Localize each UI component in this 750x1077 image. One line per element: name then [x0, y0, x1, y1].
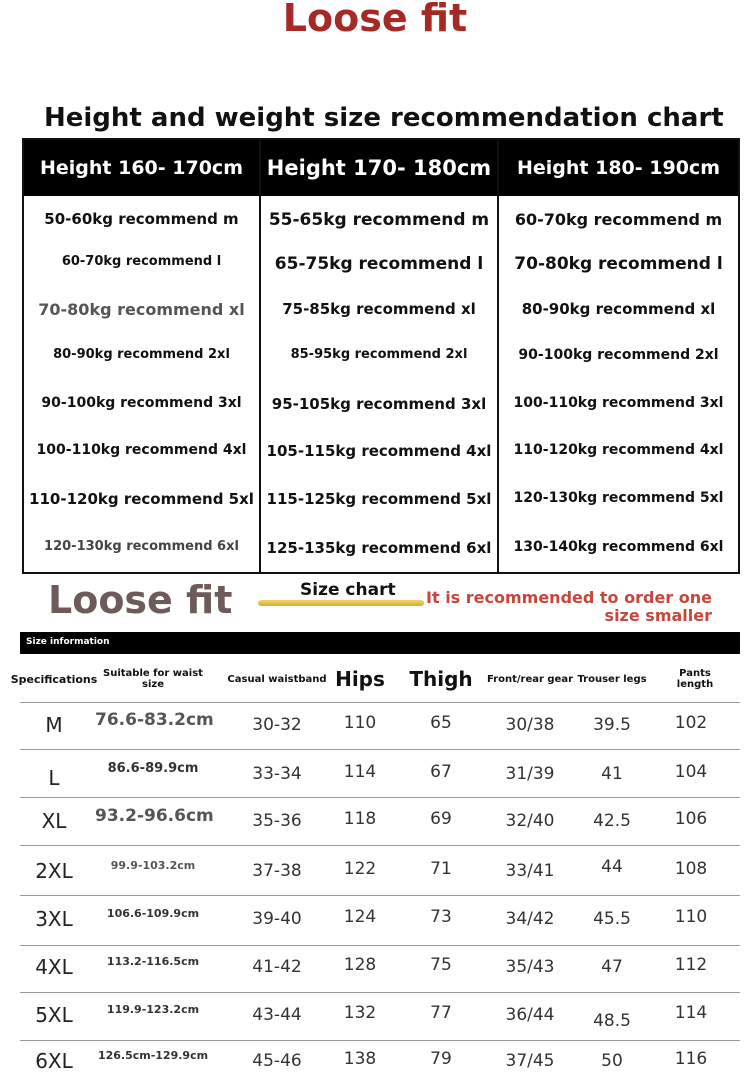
- height-column-header: Height 180- 190cm: [499, 140, 738, 196]
- recommendation-line: 60-70kg recommend m: [514, 210, 723, 229]
- hips-value: 128: [343, 955, 377, 975]
- waist-size-value: 86.6-89.9cm: [107, 760, 199, 776]
- height-column-2: [261, 140, 499, 572]
- waist-size-value: 93.2-96.6cm: [95, 805, 214, 826]
- size-information-bar: [20, 632, 740, 654]
- size-chart-underline: [258, 600, 424, 606]
- recommendation-line: 100-110kg recommend 3xl: [513, 395, 724, 411]
- waist-size-value: 76.6-83.2cm: [95, 709, 214, 730]
- recommendation-line: 105-115kg recommend 4xl: [266, 442, 492, 460]
- recommendation-line: 95-105kg recommend 3xl: [271, 395, 487, 413]
- waist-size-value: 99.9-103.2cm: [110, 858, 196, 872]
- height-column-1: [24, 140, 261, 572]
- trouser-leg-value: 44: [601, 857, 623, 877]
- gear-value: 34/42: [505, 909, 555, 929]
- pants-length-value: 106: [674, 809, 708, 829]
- pants-length-value: 110: [674, 907, 708, 927]
- trouser-leg-value: 45.5: [593, 909, 631, 929]
- thigh-value: 79: [430, 1049, 452, 1069]
- waistband-value: 37-38: [252, 861, 302, 881]
- waistband-value: 39-40: [252, 909, 302, 929]
- loose-fit-label: Loose fit: [48, 578, 233, 622]
- trouser-leg-value: 50: [601, 1051, 623, 1071]
- size-chart-label: Size chart: [300, 580, 396, 600]
- recommendation-line: 80-90kg recommend 2xl: [53, 347, 230, 362]
- header-length: Pants length: [676, 668, 714, 690]
- header-gear: Front/rear gear: [486, 673, 574, 685]
- gear-value: 37/45: [505, 1051, 555, 1071]
- gear-value: 36/44: [505, 1005, 555, 1025]
- recommendation-line: 70-80kg recommend l: [514, 254, 723, 274]
- recommendation-line: 130-140kg recommend 6xl: [513, 539, 724, 555]
- waist-size-value: 106.6-109.9cm: [106, 906, 200, 920]
- row-divider: [20, 945, 740, 946]
- row-divider: [20, 797, 740, 798]
- trouser-leg-value: 39.5: [593, 715, 631, 735]
- header-waist-size: Suitable for waist size: [103, 668, 203, 690]
- hips-value: 110: [343, 713, 377, 733]
- thigh-value: 77: [430, 1003, 452, 1023]
- recommendation-line: 80-90kg recommend xl: [521, 300, 716, 318]
- waist-size-value: 119.9-123.2cm: [106, 1002, 200, 1016]
- header-waistband: Casual waistband: [227, 673, 327, 685]
- trouser-leg-value: 48.5: [593, 1011, 631, 1031]
- size-label: 3XL: [35, 907, 73, 931]
- row-divider: [20, 895, 740, 896]
- row-divider: [20, 845, 740, 846]
- gear-value: 33/41: [505, 861, 555, 881]
- row-divider: [20, 702, 740, 703]
- hips-value: 132: [343, 1003, 377, 1023]
- row-divider: [20, 749, 740, 750]
- size-advice-line-1: It is recommended to order one: [426, 588, 712, 607]
- recommendation-line: 90-100kg recommend 2xl: [518, 347, 719, 363]
- trouser-leg-value: 42.5: [593, 811, 631, 831]
- pants-length-value: 116: [674, 1049, 708, 1069]
- recommendation-line: 100-110kg recommend 4xl: [36, 442, 247, 458]
- recommendation-line: 75-85kg recommend xl: [282, 300, 476, 318]
- hips-value: 124: [343, 907, 377, 927]
- thigh-value: 71: [430, 859, 452, 879]
- size-label: 6XL: [35, 1049, 73, 1073]
- recommendation-line: 120-130kg recommend 6xl: [44, 539, 239, 554]
- recommendation-line: 120-130kg recommend 5xl: [513, 490, 724, 506]
- row-divider: [20, 992, 740, 993]
- size-advice-note: [426, 589, 712, 625]
- waist-size-value: 126.5cm-129.9cm: [97, 1048, 209, 1062]
- waistband-value: 43-44: [252, 1005, 302, 1025]
- height-column-header: Height 170- 180cm: [261, 140, 497, 196]
- recommendation-line: 110-120kg recommend 5xl: [29, 490, 254, 508]
- header-thigh: Thigh: [409, 666, 473, 691]
- height-column-3: [499, 140, 738, 572]
- recommendation-line: 70-80kg recommend xl: [38, 300, 245, 319]
- size-label: 5XL: [35, 1003, 73, 1027]
- waistband-value: 33-34: [252, 764, 302, 784]
- pants-length-value: 108: [674, 859, 708, 879]
- pants-length-value: 114: [674, 1003, 708, 1023]
- size-label: 2XL: [35, 859, 73, 883]
- thigh-value: 73: [430, 907, 452, 927]
- thigh-value: 69: [430, 809, 452, 829]
- pants-length-value: 112: [674, 955, 708, 975]
- size-advice-line-2: size smaller: [604, 606, 712, 625]
- recommendation-line: 125-135kg recommend 6xl: [266, 539, 492, 557]
- size-label: 4XL: [35, 955, 73, 979]
- hips-value: 114: [343, 762, 377, 782]
- recommendation-line: 115-125kg recommend 5xl: [266, 490, 492, 508]
- hips-value: 122: [343, 859, 377, 879]
- gear-value: 31/39: [505, 764, 555, 784]
- chart-heading: Height and weight size recommendation chart: [44, 103, 724, 133]
- trouser-leg-value: 41: [601, 764, 623, 784]
- pants-length-value: 102: [674, 713, 708, 733]
- recommendation-line: 90-100kg recommend 3xl: [41, 395, 242, 411]
- header-legs: Trouser legs: [577, 673, 647, 685]
- waistband-value: 35-36: [252, 811, 302, 831]
- waistband-value: 41-42: [252, 957, 302, 977]
- recommendation-line: 50-60kg recommend m: [44, 210, 239, 228]
- size-label: XL: [41, 809, 67, 833]
- header-spec: Specifications: [10, 672, 98, 686]
- pants-length-value: 104: [674, 762, 708, 782]
- waistband-value: 45-46: [252, 1051, 302, 1071]
- thigh-value: 65: [430, 713, 452, 733]
- size-information-label: Size information: [26, 637, 110, 647]
- recommendation-line: 55-65kg recommend m: [268, 210, 490, 230]
- thigh-value: 67: [430, 762, 452, 782]
- gear-value: 32/40: [505, 811, 555, 831]
- size-label: M: [45, 713, 63, 737]
- recommendation-line: 65-75kg recommend l: [274, 254, 484, 274]
- waist-size-value: 113.2-116.5cm: [106, 954, 200, 968]
- trouser-leg-value: 47: [601, 957, 623, 977]
- row-divider: [20, 1040, 740, 1041]
- header-hips: Hips: [335, 666, 385, 691]
- gear-value: 30/38: [505, 715, 555, 735]
- thigh-value: 75: [430, 955, 452, 975]
- recommendation-line: 60-70kg recommend l: [61, 254, 222, 269]
- size-label: L: [48, 766, 60, 790]
- height-column-header: Height 160- 170cm: [24, 140, 259, 196]
- gear-value: 35/43: [505, 957, 555, 977]
- waistband-value: 30-32: [252, 715, 302, 735]
- recommendation-line: 85-95kg recommend 2xl: [290, 347, 468, 362]
- hips-value: 138: [343, 1049, 377, 1069]
- page-title: Loose fit: [282, 0, 468, 40]
- recommendation-grid: [22, 138, 740, 574]
- hips-value: 118: [343, 809, 377, 829]
- recommendation-line: 110-120kg recommend 4xl: [513, 442, 724, 458]
